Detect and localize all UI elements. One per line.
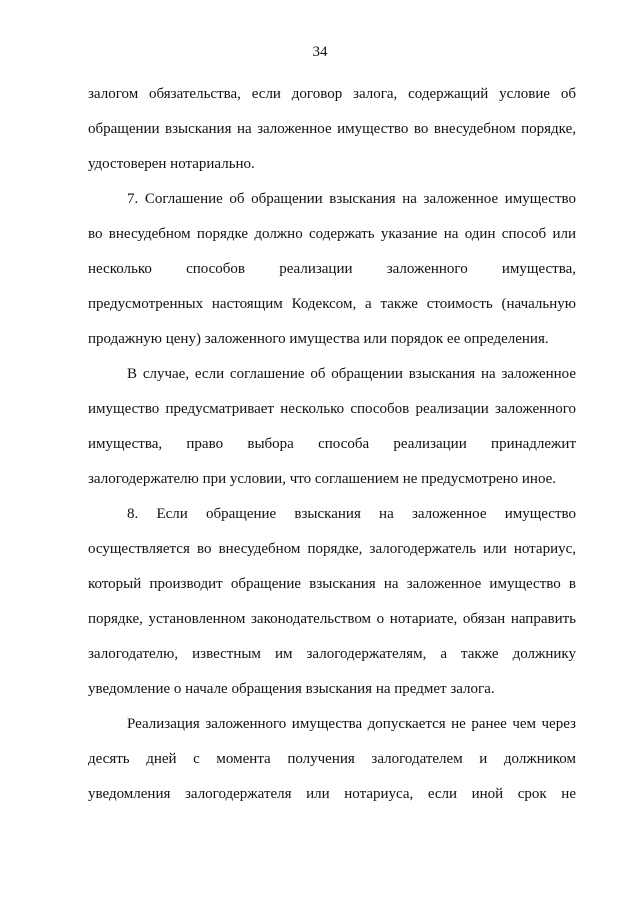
page-number: 34: [312, 44, 328, 60]
text-line: уведомления залогодержателя или нотариуса, если иной срок не: [88, 786, 576, 802]
paragraph-first-line: 7. Соглашение об обращении взыскания на заложенное имущество: [127, 191, 576, 207]
text-line: который производит обращение взыскания на заложенное имущество в: [88, 576, 576, 592]
text-line: уведомление о начале обращения взыскания на предмет залога.: [88, 681, 495, 697]
text-line: предусмотренных настоящим Кодексом, а также стоимость (начальную: [88, 296, 576, 312]
text-line: залогодержателю при условии, что соглашением не предусмотрено иное.: [88, 471, 557, 487]
text-line: десять дней с момента получения залогодателем и должником: [88, 751, 576, 767]
text-line: во внесудебном порядке должно содержать указание на один способ или: [88, 226, 576, 242]
text-line: залогодателю, известным им залогодержателям, а также должнику: [88, 646, 576, 662]
text-line: продажную цену) заложенного имущества или порядок ее определения.: [88, 331, 549, 347]
text-line: имущества, право выбора способа реализации принадлежит: [88, 436, 576, 452]
text-line: имущество предусматривает несколько способов реализации заложенного: [88, 401, 576, 417]
text-line: залогом обязательства, если договор залога, содержащий условие об: [88, 86, 576, 102]
paragraph-first-line: Реализация заложенного имущества допускается не ранее чем через: [127, 716, 576, 732]
paragraph-first-line: В случае, если соглашение об обращении взыскания на заложенное: [127, 366, 576, 382]
text-line: обращении взыскания на заложенное имущество во внесудебном порядке,: [88, 121, 576, 137]
text-line: удостоверен нотариально.: [88, 156, 255, 172]
text-line: осуществляется во внесудебном порядке, залогодержатель или нотариус,: [88, 541, 576, 557]
paragraph-first-line: 8. Если обращение взыскания на заложенное имущество: [127, 506, 576, 522]
text-line: несколько способов реализации заложенного имущества,: [88, 261, 576, 277]
text-line: порядке, установленном законодательством о нотариате, обязан направить: [88, 611, 576, 627]
